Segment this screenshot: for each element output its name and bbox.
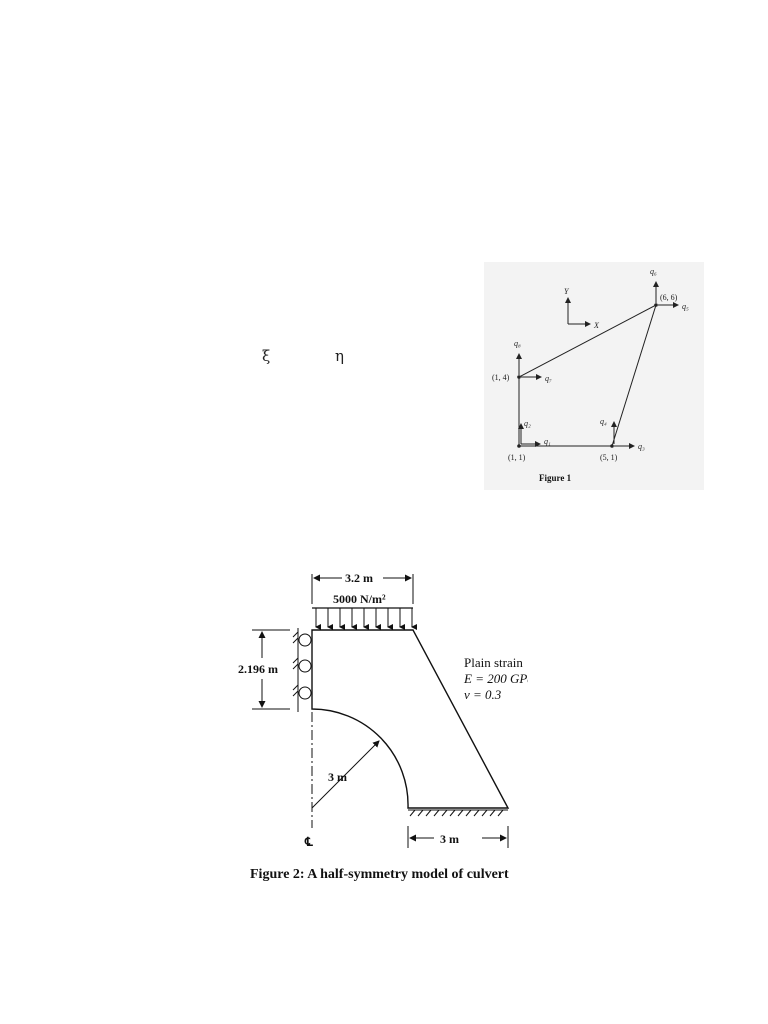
note-line-3: v = 0.3 — [464, 687, 502, 702]
eta-symbol: η — [335, 347, 344, 365]
node-4-coord: (1, 4) — [492, 373, 510, 382]
dof-q4-label: q₄ — [600, 417, 607, 426]
quad-element — [519, 305, 656, 446]
top-width-label: 3.2 m — [345, 571, 373, 585]
dof-q3-label: q₃ — [638, 442, 645, 451]
figure-1 — [484, 262, 704, 490]
figure-2 — [238, 566, 528, 886]
node-3-coord: (6, 6) — [660, 293, 678, 302]
x-axis-label: X — [594, 321, 599, 330]
dof-q1-label: q₁ — [544, 437, 551, 446]
xi-symbol: ξ — [262, 347, 271, 365]
dof-q6-label: q₆ — [650, 267, 657, 276]
height-label: 2.196 m — [238, 662, 278, 676]
figure-2-caption: Figure 2: A half-symmetry model of culvert — [250, 867, 509, 882]
roller-supports — [293, 628, 311, 712]
dof-q8-label: q₈ — [514, 339, 521, 348]
node-2-coord: (5, 1) — [600, 453, 618, 462]
node-1-coord: (1, 1) — [508, 453, 526, 462]
node-1 — [517, 444, 521, 448]
node-4 — [517, 375, 521, 379]
base-width-label: 3 m — [440, 832, 459, 846]
note-line-1: Plain strain — [464, 655, 523, 670]
figure-2-diagram — [238, 566, 528, 886]
load-arrows — [316, 608, 412, 627]
node-3 — [654, 303, 658, 307]
figure-1-caption: Figure 1 — [539, 473, 572, 483]
figure-1-diagram — [484, 262, 704, 490]
node-2 — [610, 444, 614, 448]
dof-q2-label: q₂ — [524, 419, 531, 428]
radius-label: 3 m — [328, 770, 347, 784]
centerline-symbol: ℄ — [305, 835, 313, 849]
dof-q5-label: q₅ — [682, 302, 689, 311]
y-axis-label: Y — [564, 287, 569, 296]
base-hatching — [410, 810, 503, 816]
pressure-label: 5000 N/m² — [333, 592, 386, 606]
note-line-2: E = 200 GPa — [464, 671, 528, 686]
dof-q7-label: q₇ — [545, 374, 552, 383]
